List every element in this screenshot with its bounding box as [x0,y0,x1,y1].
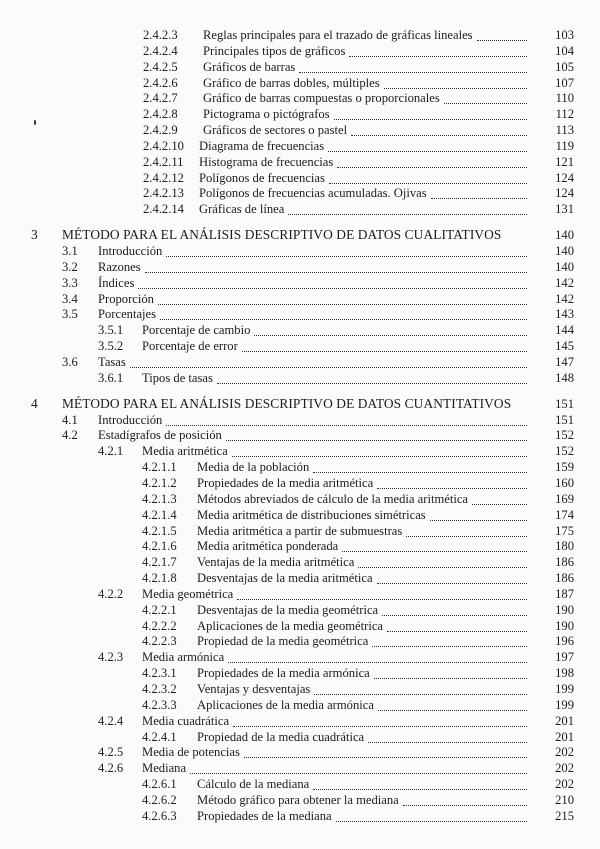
toc-entry-page: 196 [555,634,574,648]
toc-entry-number: 2.4.2.5 [143,60,178,74]
dot-leader [228,646,527,663]
toc-entry-number: 3.5 [62,307,78,321]
dot-leader [336,805,527,822]
toc-entry-title: Histograma de frecuencias [199,155,334,169]
toc-entry-page: 152 [555,444,574,458]
toc-entry-number: 3.4 [62,292,78,306]
toc-entry-title: MÉTODO PARA EL ANÁLISIS DESCRIPTIVO DE DATOS CUALITATIVOS [62,227,502,242]
toc-entry-title: Polígonos de frecuencias [199,171,325,185]
toc-entry-title: Principales tipos de gráficos [203,44,346,58]
dot-leader [372,630,527,647]
toc-entry-page: 198 [555,666,574,680]
toc-entry-number: 4.2.3.2 [142,682,177,696]
toc-entry-number: 2.4.2.4 [143,44,178,58]
toc-entry-title: Media de la población [197,460,310,474]
toc-entry-page: 202 [555,745,574,759]
toc-entry-number: 2.4.2.10 [143,139,184,153]
toc-entry-number: 3 [31,227,38,242]
dot-leader [232,440,527,457]
dot-leader [349,40,527,57]
toc-entry-title: Media cuadrática [142,714,230,728]
toc-entry-title: Introducción [98,413,163,427]
toc-entry-title: Gráficos de barras [203,60,296,74]
toc-entry-page: 159 [555,460,574,474]
toc-entry-title: Reglas principales para el trazado de gráficas lineales [203,28,473,42]
dot-leader [237,583,527,600]
toc-entry-number: 4.2.4 [98,714,124,728]
toc-entry-number: 3.2 [62,260,78,274]
toc-entry-title: Tipos de tasas [142,371,213,385]
toc-entry-title: Porcentaje de error [142,339,238,353]
toc-entry-number: 4.2.6.2 [142,793,177,807]
toc-entry-title: Media geométrica [142,587,234,601]
toc-entry-number: 4.2.2.2 [142,619,177,633]
toc-entry-number: 4.2 [62,428,78,442]
toc-entry-page: 151 [555,397,574,411]
toc-entry-page: 169 [555,492,574,506]
dot-leader [138,272,527,289]
dot-leader [314,678,527,695]
toc-entry-number: 3.5.2 [98,339,124,353]
toc-entry-number: 4.2.3 [98,650,124,664]
toc-entry-title: Gráficas de línea [199,202,285,216]
toc-entry-title: Media armónica [142,650,225,664]
toc-entry-number: 4.2.1.7 [142,555,177,569]
toc-entry-page: 148 [555,371,574,385]
toc-entry-number: 4.2.1.2 [142,476,177,490]
dot-leader [226,424,527,441]
toc-entry-page: 107 [555,76,574,90]
toc-entry-page: 197 [555,650,574,664]
toc-entry-page: 105 [555,60,574,74]
toc-entry-number: 4.2.3.1 [142,666,177,680]
toc-entry-page: 202 [555,761,574,775]
toc-entry-title: Polígonos de frecuencias acumuladas. Ojivas [199,186,427,200]
toc-entry-page: 124 [555,171,574,185]
toc-entry-number: 4.2.2 [98,587,124,601]
toc-entry-number: 4.2.1.5 [142,524,177,538]
toc-entry-number: 3.1 [62,244,78,258]
toc-entry-number: 4.2.1.4 [142,508,177,522]
dot-leader [190,757,527,774]
toc-entry-number: 3.3 [62,276,78,290]
toc-entry-number: 2.4.2.7 [143,91,178,105]
toc-entry-title: Introducción [98,244,163,258]
toc-entry-number: 4.2.3.3 [142,698,177,712]
toc-entry-title: Propiedad de la media cuadrática [197,730,365,744]
toc-entry-page: 160 [555,476,574,490]
toc-entry-number: 3.6 [62,355,78,369]
toc-entry-page: 113 [555,123,574,137]
toc-entry-number: 4.2.1.3 [142,492,177,506]
toc-entry-number: 3.6.1 [98,371,124,385]
toc-entry-number: 4.2.2.1 [142,603,177,617]
dot-leader [403,789,527,806]
toc-entry-page: 144 [555,323,574,337]
dot-leader [358,551,527,568]
toc-entry-title: Métodos abreviados de cálculo de la media aritmética [197,492,469,506]
toc-entry-title: Media aritmética [142,444,228,458]
toc-entry-number: 2.4.2.11 [143,155,184,169]
dot-leader [299,56,527,73]
dot-leader [145,256,527,273]
toc-entry-page: 190 [555,619,574,633]
toc-entry-number: 2.4.2.6 [143,76,178,90]
toc-entry-page: 140 [555,260,574,274]
dot-leader [254,319,527,336]
toc-entry-number: 4.2.1.6 [142,539,177,553]
toc-entry-title: Porcentaje de cambio [142,323,251,337]
toc-entry-number: 2.4.2.13 [143,186,184,200]
dot-leader [342,535,527,552]
dot-leader [313,773,527,790]
toc-entry-page: 152 [555,428,574,442]
toc-entry-title: Diagrama de frecuencias [199,139,325,153]
toc-entry [0,201,600,217]
dot-leader [130,351,527,368]
toc-entry [0,808,600,824]
toc-entry-number: 4.2.1.8 [142,571,177,585]
toc-entry-number: 3.5.1 [98,323,124,337]
toc-entry-page: 119 [555,139,574,153]
toc-entry-page: 199 [555,682,574,696]
toc-entry-title: Gráfico de barras dobles, múltiples [203,76,380,90]
toc-entry-title: Gráfico de barras compuestas o proporcionales [203,91,440,105]
toc-entry-title: Proporción [98,292,154,306]
dot-leader [242,335,527,352]
dot-leader [217,367,527,384]
toc-entry-page: 174 [555,508,574,522]
toc-entry-number: 2.4.2.9 [143,123,178,137]
toc-entry-title: Índices [98,276,135,290]
dot-leader [377,472,527,489]
toc-entry-number: 2.4.2.3 [143,28,178,42]
dot-leader [166,240,527,257]
toc-entry-page: 121 [555,155,574,169]
toc-entry-title: Aplicaciones de la media armónica [197,698,374,712]
toc-entry-title: Gráficos de sectores o pastel [203,123,348,137]
dot-leader [233,710,527,727]
dot-leader [328,135,527,152]
toc-entry-page: 175 [555,524,574,538]
toc-entry-number: 4.2.2.3 [142,634,177,648]
toc-entry-number: 4.1 [62,413,78,427]
toc-entry-number: 4.2.5 [98,745,124,759]
toc-entry-number: 4.2.1.1 [142,460,177,474]
toc-entry-page: 112 [555,107,574,121]
toc-entry-page: 186 [555,571,574,585]
toc-entry-page: 199 [555,698,574,712]
toc-entry [0,370,600,386]
toc-entry-title: Ventajas y desventajas [197,682,311,696]
toc-entry-title: Pictograma o pictógrafos [203,107,330,121]
toc-entry-title: Cálculo de la mediana [197,777,310,791]
toc-entry-page: 143 [555,307,574,321]
dot-leader [313,456,527,473]
toc-entry-page: 201 [555,730,574,744]
scan-speck [34,120,36,125]
toc-entry-title: Desventajas de la media geométrica [197,603,379,617]
toc-entry-title: Propiedades de la mediana [197,809,332,823]
toc-entry-title: Media aritmética a partir de submuestras [197,524,403,538]
toc-entry-page: 187 [555,587,574,601]
toc-entry-number: 2.4.2.12 [143,171,184,185]
toc-entry-title: Estadígrafos de posición [98,428,222,442]
toc-entry-page: 147 [555,355,574,369]
toc-entry-page: 142 [555,276,574,290]
toc-entry-title: Propiedad de la media geométrica [197,634,369,648]
toc-entry-page: 140 [555,244,574,258]
toc-entry-number: 4.2.6 [98,761,124,775]
toc-entry-page: 145 [555,339,574,353]
toc-entry-title: Razones [98,260,141,274]
dot-leader [431,182,527,199]
toc-entry-page: 215 [555,809,574,823]
toc-entry-title: Media de potencias [142,745,240,759]
toc-entry-title: Media aritmética ponderada [197,539,339,553]
toc-entry-number: 4.2.4.1 [142,730,177,744]
toc-entry-page: 186 [555,555,574,569]
toc-entry-number: 2.4.2.8 [143,107,178,121]
toc-entry-number: 4.2.6.1 [142,777,177,791]
toc-entry-title: Mediana [142,761,187,775]
dot-leader [351,119,527,136]
dot-leader [160,303,527,320]
toc-entry-title: Propiedades de la media aritmética [197,476,374,490]
toc-entry-title: Método gráfico para obtener la mediana [197,793,399,807]
toc-entry-title: Propiedades de la media armónica [197,666,370,680]
dot-leader [334,103,527,120]
toc-entry-page: 104 [555,44,574,58]
toc-entry-page: 142 [555,292,574,306]
toc-entry-number: 4.2.1 [98,444,124,458]
toc-entry-number: 4.2.6.3 [142,809,177,823]
dot-leader [288,198,527,215]
dot-leader [472,488,527,505]
toc-entry-page: 190 [555,603,574,617]
toc-entry-page: 140 [555,228,574,242]
toc-entry-page: 124 [555,186,574,200]
dot-leader [477,24,527,41]
dot-leader [378,694,527,711]
toc-entry-page: 110 [555,91,574,105]
toc-entry-page: 151 [555,413,574,427]
toc-entry-page: 103 [555,28,574,42]
toc-entry-page: 202 [555,777,574,791]
toc-entry-number: 4 [31,396,38,411]
toc-entry-page: 180 [555,539,574,553]
dot-leader [430,504,527,521]
toc-entry-title: Tasas [98,355,126,369]
dot-leader [337,151,527,168]
dot-leader [244,741,527,758]
toc-entry-title: Ventajas de la media aritmética [197,555,355,569]
dot-leader [377,567,527,584]
toc-entry-title: Media aritmética de distribuciones simétricas [197,508,426,522]
dot-leader [444,87,527,104]
dot-leader [374,662,527,679]
toc-entry-page: 201 [555,714,574,728]
dot-leader [382,599,527,616]
toc-entry-title: MÉTODO PARA EL ANÁLISIS DESCRIPTIVO DE DATOS CUANTITATIVOS [62,396,512,411]
toc-entry-title: Aplicaciones de la media geométrica [197,619,384,633]
toc-entry-title: Desventajas de la media aritmética [197,571,373,585]
toc-entry-number: 2.4.2.14 [143,202,184,216]
toc-entry-title: Porcentajes [98,307,157,321]
toc-entry-page: 131 [555,202,574,216]
toc-entry-page: 210 [555,793,574,807]
